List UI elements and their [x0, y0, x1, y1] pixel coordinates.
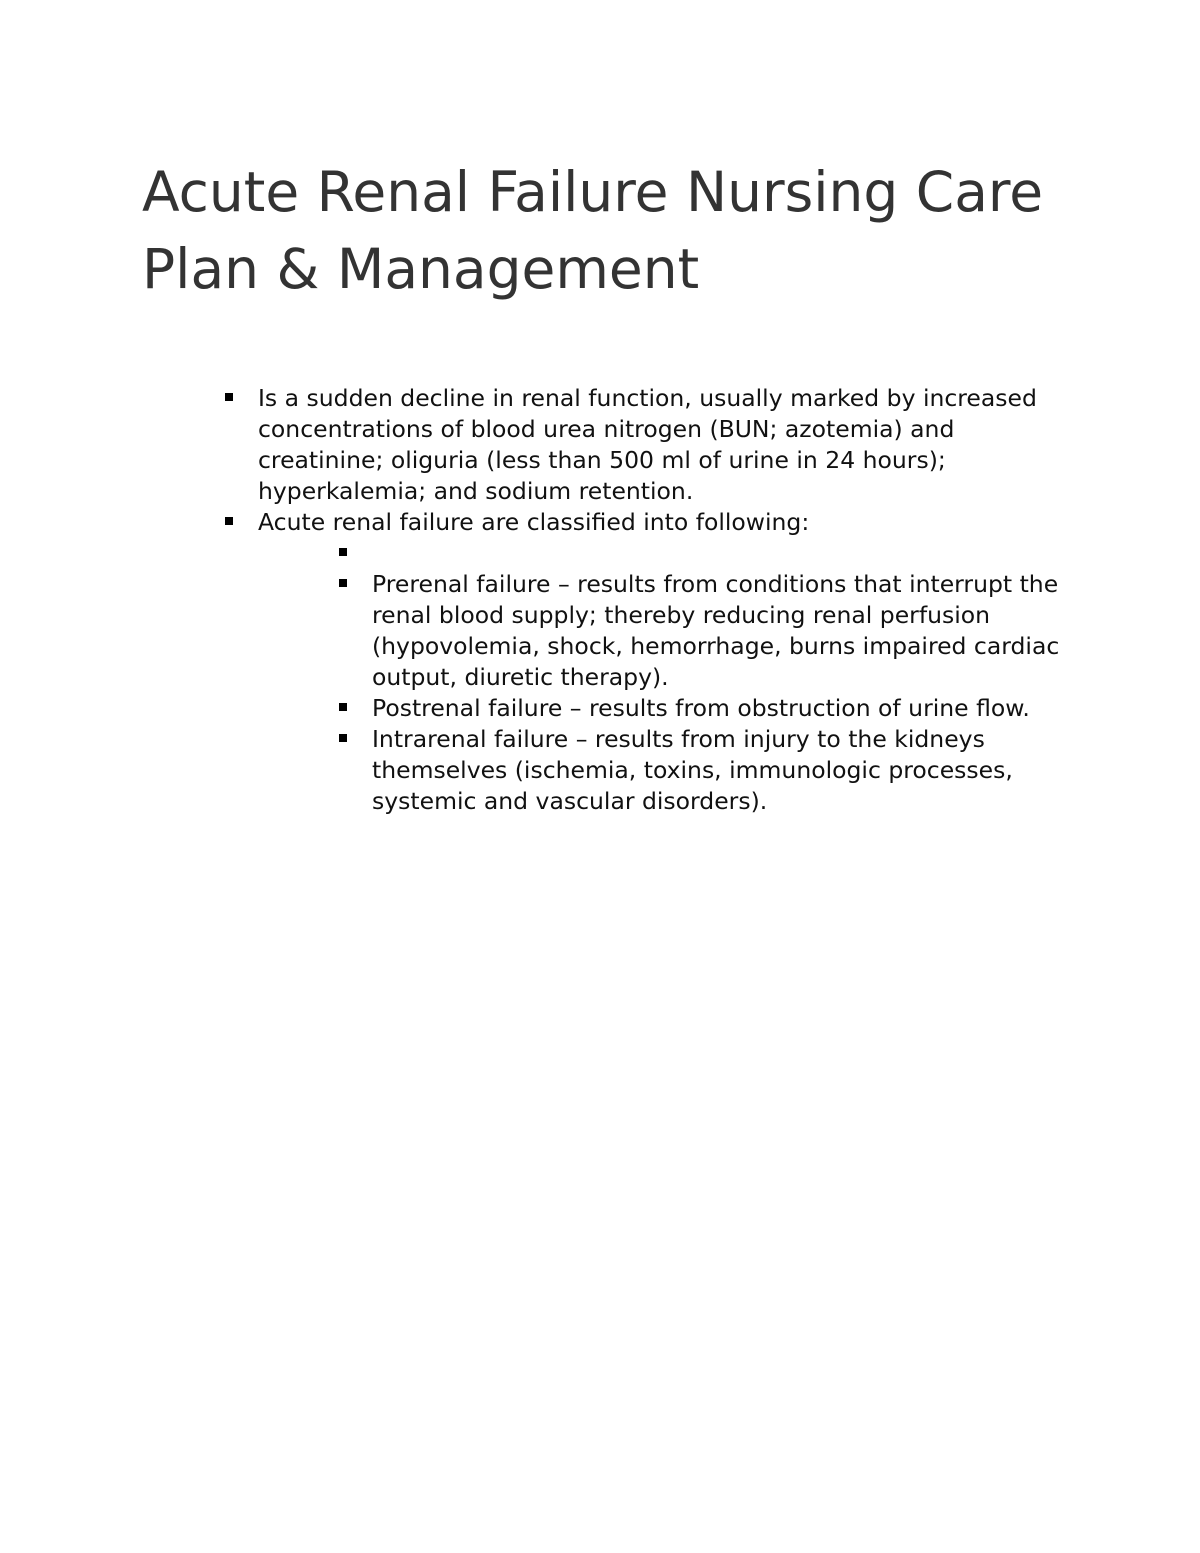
list-item — [258, 507, 1078, 817]
list-item — [258, 383, 1078, 507]
document-title: Acute Renal Failure Nursing Care Plan & Management — [142, 160, 1044, 301]
square-bullet-icon — [339, 734, 347, 742]
main-bullet-list — [258, 383, 1078, 817]
sub-list-item-text: Prerenal failure – results from conditions that interrupt the renal blood supply; thereby reducing renal perfusion (hypovolemia, shock, hemorrhage, burns impaired cardiac output, diuretic therapy). — [372, 570, 1060, 691]
sub-list-item — [372, 569, 1062, 693]
sub-list-item-text: Postrenal failure – results from obstruction of urine flow. — [372, 694, 1030, 722]
sub-list-item — [372, 538, 1062, 569]
list-item-text: Is a sudden decline in renal function, usually marked by increased concentrations of blood urea nitrogen (BUN; azotemia) and creatinine; oliguria (less than 500 ml of urine in 24 hours); hyperkalemia; and sodium retention. — [258, 384, 1037, 505]
square-bullet-icon — [225, 393, 233, 401]
square-bullet-icon — [339, 548, 347, 556]
sub-list-item — [372, 724, 1062, 817]
square-bullet-icon — [225, 517, 233, 525]
sub-list-item-text: Intrarenal failure – results from injury to the kidneys themselves (ischemia, toxins, immunologic processes, systemic and vascular disorders). — [372, 725, 1013, 815]
square-bullet-icon — [339, 703, 347, 711]
square-bullet-icon — [339, 579, 347, 587]
sub-list-item — [372, 693, 1062, 724]
list-item-text: Acute renal failure are classified into following: — [258, 508, 810, 536]
sub-bullet-list — [372, 538, 1062, 817]
